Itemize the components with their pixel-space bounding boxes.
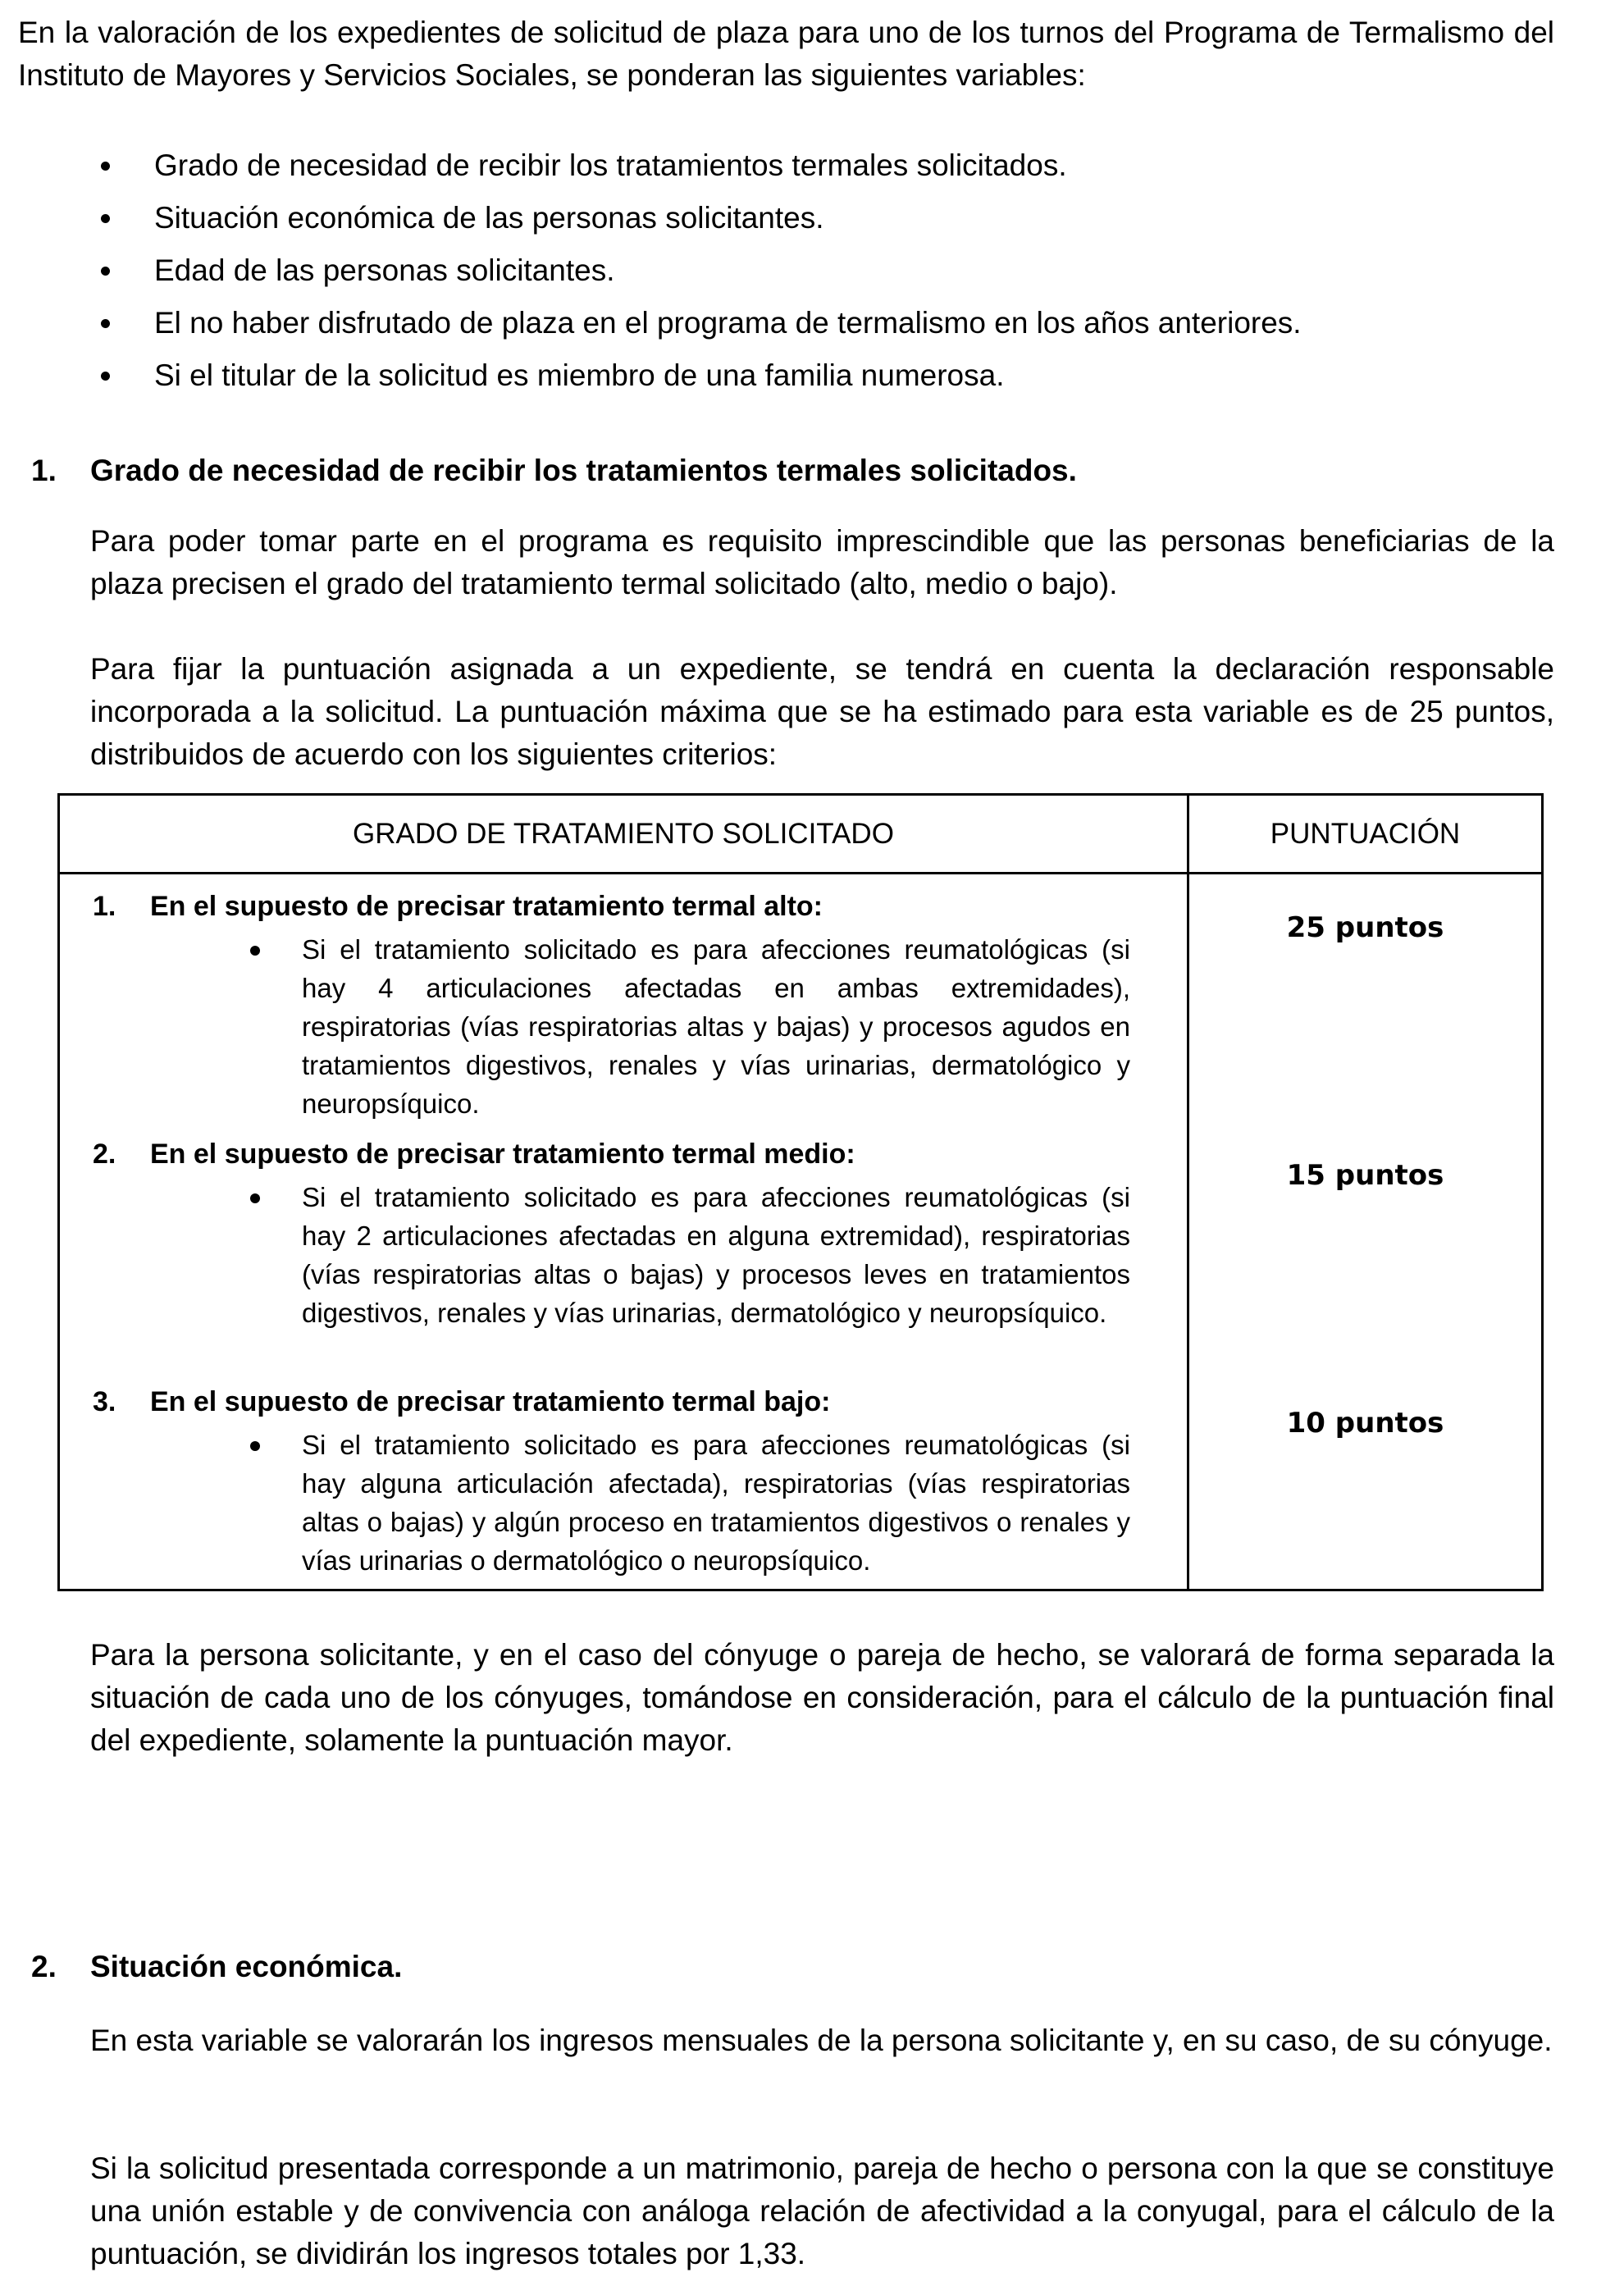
intro-paragraph: En la valoración de los expedientes de solicitud de plaza para uno de los turnos del Programa de Termalismo del Instituto de Mayores y Servicios Sociales, se ponderan las siguientes variables: [18,16,1554,92]
section-1-heading [0,449,1542,492]
bullet-icon [101,162,110,171]
criterion-title: En el supuesto de precisar tratamiento termal alto: [150,891,823,922]
criterion-number: 2. [93,1138,116,1170]
section-2-paragraph-1: En esta variable se valorarán los ingresos mensuales de la persona solicitante y, en su caso, de su cónyuge. [90,2024,1553,2057]
list-item-label: Edad de las personas solicitantes. [154,253,615,287]
scoring-table [57,793,1544,1591]
bullet-icon [250,1193,260,1203]
section-1-paragraph-2: Para fijar la puntuación asignada a un expediente, se tendrá en cuenta la declaración responsable incorporada a la solicitud. La puntuación máxima que se ha estimado para esta variable es de 25 puntos, distribuidos de acuerdo con los siguientes criterios: [90,652,1554,771]
list-item [0,354,1558,397]
section-2-heading [0,1946,1542,1988]
list-item-label: Si el titular de la solicitud es miembro de una familia numerosa. [154,358,1005,392]
list-item [0,249,1558,292]
bullet-icon [101,267,110,276]
section-2-paragraph-2: Si la solicitud presentada corresponde a un matrimonio, pareja de hecho o persona con la que se constituye una unión estable y de convivencia con análoga relación de afectividad a la conyugal, para el cálculo de la puntuación, se dividirán los ingresos totales por 1,33. [90,2152,1554,2270]
criterion-title: En el supuesto de precisar tratamiento termal bajo: [150,1386,831,1417]
section-2-number: 2. [31,1950,57,1983]
bullet-icon [101,372,110,381]
table-score-column [1189,874,1541,1589]
table-header-score: PUNTUACIÓN [1270,817,1461,850]
bullet-icon [101,214,110,223]
table-criteria-column [60,874,1187,1589]
score-value: 15 puntos [1286,1159,1444,1192]
section-1-title: Grado de necesidad de recibir los tratamientos termales solicitados. [90,454,1077,487]
criterion-detail: Si el tratamiento solicitado es para afecciones reumatológicas (si hay 2 articulaciones afectadas en alguna extremidad), respiratorias (vías respiratorias altas o bajas) y procesos leves en tratamientos digestivos, renales y vías urinarias, dermatológico y neuropsíquico. [302,1182,1130,1328]
criterion-detail: Si el tratamiento solicitado es para afecciones reumatológicas (si hay alguna articulación afectada), respiratorias (vías respiratorias altas o bajas) y algún proceso en tratamientos digestivos o renales y vías urinarias o dermatológico o neuropsíquico. [302,1430,1130,1576]
section-1-number: 1. [31,454,57,487]
bullet-icon [101,319,110,328]
list-item-label: El no haber disfrutado de plaza en el programa de termalismo en los años anteriores. [154,306,1302,340]
list-item-label: Grado de necesidad de recibir los tratamientos termales solicitados. [154,148,1067,182]
section-1-paragraph-1: Para poder tomar parte en el programa es requisito imprescindible que las personas beneficiarias de la plaza precisen el grado del tratamiento termal solicitado (alto, medio o bajo). [90,524,1554,600]
section-1-paragraph-after-table: Para la persona solicitante, y en el caso del cónyuge o pareja de hecho, se valorará de forma separada la situación de cada uno de los cónyuges, tomándose en consideración, para el cálculo de la puntuación final del expediente, solamente la puntuación mayor. [90,1638,1554,1757]
list-item [0,144,1558,187]
criterion-title: En el supuesto de precisar tratamiento termal medio: [150,1138,855,1170]
score-value: 25 puntos [1286,911,1444,944]
bullet-icon [250,1441,260,1451]
criterion-number: 3. [93,1386,116,1417]
list-item [0,197,1558,240]
score-value: 10 puntos [1286,1407,1444,1440]
list-item [0,302,1558,345]
criterion-detail: Si el tratamiento solicitado es para afecciones reumatológicas (si hay 4 articulaciones afectadas en ambas extremidades), respiratorias (vías respiratorias altas y bajas) y procesos agudos en tratamientos digestivos, renales y vías urinarias, dermatológico y neuropsíquico. [302,934,1130,1119]
criterion-number: 1. [93,891,116,922]
bullet-icon [250,946,260,956]
list-item-label: Situación económica de las personas solicitantes. [154,201,824,235]
variables-bullet-list [0,144,1558,407]
table-header-criteria: GRADO DE TRATAMIENTO SOLICITADO [353,817,894,850]
section-2-title: Situación económica. [90,1950,403,1983]
